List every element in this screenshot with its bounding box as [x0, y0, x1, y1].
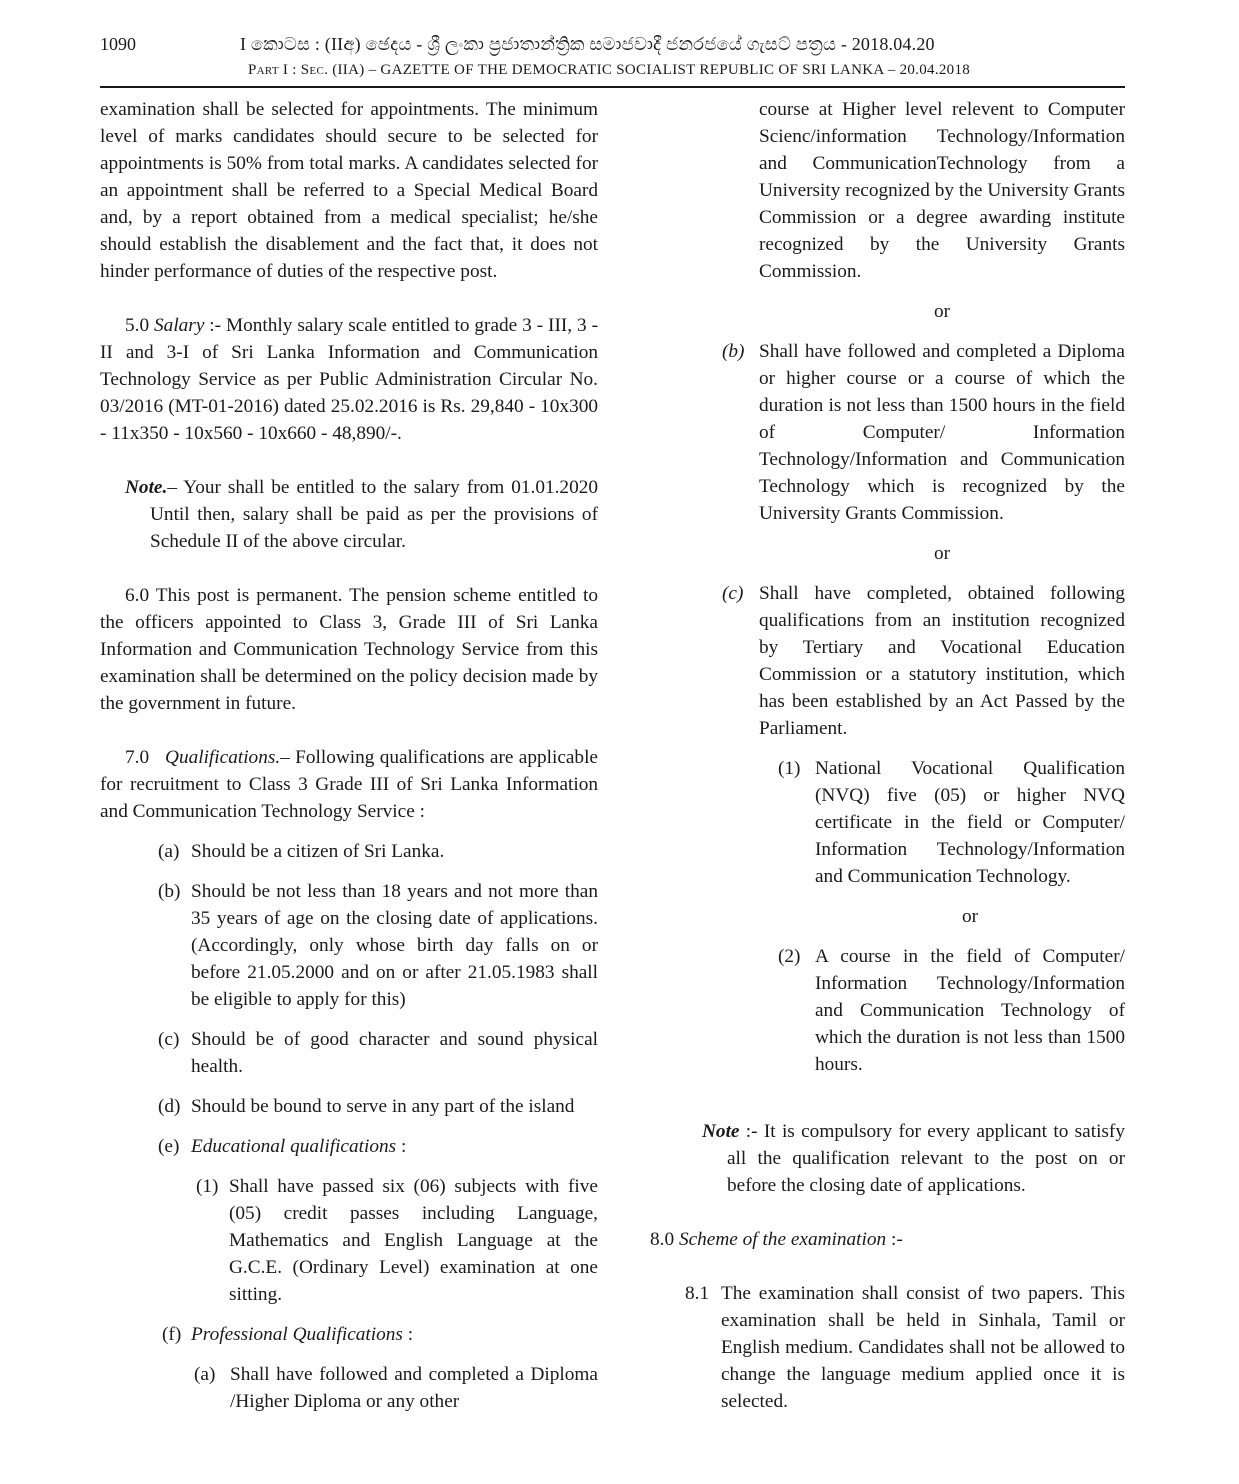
note-label: Note.: [125, 477, 168, 498]
item-label: (c): [722, 583, 744, 604]
item-colon: :: [402, 1324, 414, 1345]
note-label: Note: [702, 1121, 740, 1142]
item-label: (b): [158, 881, 181, 902]
list-item-educational: [158, 1133, 598, 1160]
item-text: Shall have followed and completed a Diploma or higher course or a course of which the duration is not less than 1500 hours in the field of Computer/ Information Technology/Information and Communication Technology which is recognized by the University Grants Commission.: [759, 341, 1125, 524]
item-label: 8.1: [685, 1283, 710, 1304]
qualification-list: [100, 838, 598, 1415]
section-title: Qualifications.: [165, 747, 281, 768]
item-label: (a): [158, 841, 180, 862]
item-text: Should be a citizen of Sri Lanka.: [191, 841, 445, 862]
item-text: National Vocational Qualification (NVQ) five (05) or higher NVQ certificate in the field or Computer/ Information Technology/Information and Communication Technology.: [815, 758, 1125, 887]
section-number: 8.0: [650, 1229, 675, 1250]
section-text: :- Monthly salary scale entitled to grade 3 - III, 3 - II and 3-I of Sri Lanka Information and Communication Technology Service as per Public Administration Circular No. 03/2016 (MT-01-2016) dated 25.02.2016 is Rs. 29,840 - 10x300 - 11x350 - 10x560 - 10x660 - 48,890/-.: [100, 315, 598, 444]
left-column: [100, 96, 598, 1415]
item-text: Shall have passed six (06) subjects with five (05) credit passes including Language, Mathematics and English Language at the G.C.E. (Ordinary Level) examination at one sitting.: [229, 1176, 598, 1305]
section-7-qualifications: [100, 744, 598, 825]
list-subitem: [650, 755, 1125, 890]
header-sinhala-title: I කොටස : (IIඅ) ඡෙදය - ශ්‍රී ලංකා ප්‍රජාතාන්ත්‍රික සමාජවාදී ජනරජයේ ගැසට් පත්‍රය - 2018.04.20: [240, 34, 935, 54]
list-subitem: [650, 943, 1125, 1078]
item-text: Shall have completed, obtained following qualifications from an institution recognized by Tertiary and Vocational Education Commission or a statutory institution, which has been established by an Act Passed by the Parliament.: [759, 583, 1125, 739]
item-label: (1): [778, 758, 801, 779]
item-label: (d): [158, 1096, 181, 1117]
list-item: [158, 838, 598, 865]
section-8-heading: [650, 1226, 1125, 1253]
section-colon: :-: [886, 1229, 903, 1250]
header-english-title: [248, 62, 1118, 79]
item-text: [191, 1321, 598, 1348]
item-text: [191, 1133, 598, 1160]
list-item: [158, 878, 598, 1013]
item-label: (e): [158, 1136, 180, 1157]
item-title: Professional Qualifications: [191, 1324, 403, 1345]
list-item: [158, 1026, 598, 1080]
item-label: (2): [778, 946, 801, 967]
section-number: 7.0: [125, 747, 150, 768]
item-label: (a): [194, 1364, 216, 1385]
item-label: (b): [722, 341, 745, 362]
note-text: :- It is compulsory for every applicant to satisfy all the qualification relevant to the post on or before the closing date of applications.: [727, 1121, 1125, 1196]
item-text: Should be not less than 18 years and not more than 35 years of age on the closing date of applications. (Accordingly, only whose birth day falls on or before 21.05.2000 and on or after 21.05.1983 shall be eligible to apply for this): [191, 881, 598, 1010]
list-item: [650, 580, 1125, 742]
item-text: A course in the field of Computer/ Information Technology/Information and Communication Technology of which the duration is not less than 1500 hours.: [815, 946, 1125, 1075]
note-text: – Your shall be entitled to the salary from 01.01.2020 Until then, salary shall be paid as per the provisions of Schedule II of the above circular.: [150, 477, 598, 552]
or-separator: or: [933, 543, 951, 564]
or-separator: or: [933, 301, 951, 322]
list-item: [650, 338, 1125, 527]
section-number: 5.0: [125, 315, 150, 336]
section-text: – Following qualifications are applicable for recruitment to Class 3 Grade III of Sri Lanka Information and Communication Technology Service :: [100, 747, 598, 822]
item-label: (1): [196, 1176, 219, 1197]
list-item: [158, 1093, 598, 1120]
section-8-1: [650, 1280, 1125, 1415]
section-title: Salary: [154, 315, 205, 336]
item-text: Shall have followed and completed a Diploma /Higher Diploma or any other: [230, 1364, 598, 1412]
section-6-pension: 6.0 This post is permanent. The pension scheme entitled to the officers appointed to Class 3, Grade III of Sri Lanka Information and Communication Technology Service from this examination shall be determined on the policy decision made by the government in future.: [100, 585, 598, 714]
list-item-professional: [158, 1321, 598, 1348]
header-divider: [100, 86, 1125, 88]
salary-note: [100, 474, 598, 555]
item-text: The examination shall consist of two papers. This examination shall be held in Sinhala, Tamil or English medium. Candidates shall not be allowed to change the language medium applied once it is selected.: [721, 1283, 1125, 1412]
page-number: 1090: [100, 34, 136, 54]
item-text: Should be bound to serve in any part of the island: [191, 1096, 575, 1117]
list-subitem: [158, 1173, 598, 1308]
item-title: Educational qualifications: [191, 1136, 397, 1157]
item-label: (c): [158, 1029, 180, 1050]
or-separator: or: [961, 906, 979, 927]
section-title: Scheme of the examination: [678, 1229, 887, 1250]
qualification-note: [675, 1118, 1125, 1199]
intro-paragraph: examination shall be selected for appointments. The minimum level of marks candidates should secure to be selected for appointments is 50% from total marks. A candidates selected for an appointment shall be referred to a Special Medical Board and, by a report obtained from a medical specialist; he/she should establish the disablement and the fact that, it does not hinder performance of duties of the respective post.: [100, 99, 598, 282]
item-label: (f): [162, 1324, 182, 1345]
section-5-salary: [100, 312, 598, 447]
header-part: Part I : Sec.: [248, 62, 329, 78]
continued-paragraph: course at Higher level relevent to Computer Scienc/information Technology/Information and CommunicationTechnology from a University recognized by the University Grants Commission or a degree awarding institute recognized by the University Grants Commission.: [759, 99, 1125, 282]
item-colon: :: [396, 1136, 407, 1157]
header-gazette-title: (IIA) – GAZETTE OF THE DEMOCRATIC SOCIALIST REPUBLIC OF SRI LANKA – 20.04.2018: [332, 62, 971, 78]
right-column: [650, 96, 1125, 1415]
list-subitem: [158, 1361, 598, 1415]
item-text: Should be of good character and sound physical health.: [191, 1029, 598, 1077]
